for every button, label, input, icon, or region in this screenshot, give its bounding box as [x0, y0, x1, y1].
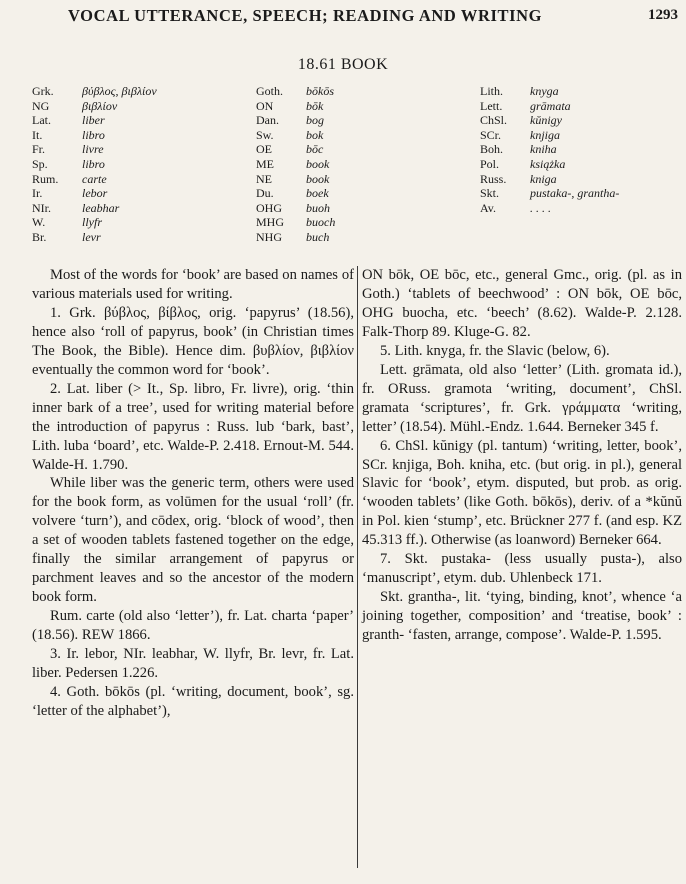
- language-abbrev: NHG: [256, 229, 282, 244]
- lexicon-word: liber: [82, 113, 105, 128]
- lexicon-word: bok: [306, 127, 324, 142]
- lexicon-word: bōk: [306, 98, 324, 113]
- language-abbrev: Dan.: [256, 113, 279, 128]
- lexicon-row: [480, 128, 619, 143]
- lexicon-row: [32, 157, 157, 172]
- language-abbrev: MHG: [256, 215, 285, 230]
- lexicon-word: książka: [530, 156, 566, 171]
- lexicon-word: book: [306, 156, 330, 171]
- lexicon-word: bōc: [306, 142, 324, 157]
- lexicon-word: bog: [306, 113, 324, 128]
- paragraph: While liber was the generic term, others were used for the book form, as volūmen for the usual ‘roll’ (fr. volvere ‘turn’), and cōdex, orig. ‘block of wood’, then a set of wooden tablets fastened together on the edge, finally the similar arrangement of papyrus or parchment leaves and so the ancestor of the modern book form.: [32, 475, 354, 606]
- lexicon-word: βύβλος, βιβλίον: [82, 84, 157, 98]
- language-abbrev: SCr.: [480, 127, 502, 142]
- lexicon-row: [480, 186, 619, 201]
- running-header: [0, 4, 686, 30]
- lexicon-word: libro: [82, 156, 105, 171]
- language-abbrev: ChSl.: [480, 113, 508, 128]
- language-abbrev: It.: [32, 127, 43, 142]
- paragraph: Rum. carte (old also ‘letter’), fr. Lat. charta ‘paper’ (18.56). REW 1866.: [32, 608, 354, 644]
- lexicon-row: [256, 186, 335, 201]
- paragraph: 6. ChSl. kŭnigy (pl. tantum) ‘writing, letter, book’, SCr. knjiga, Boh. kniha, etc. (but orig. in pl.), general Slavic for ‘book’, etym. disputed, but prob. as orig. ‘wooden tablets’ (like Goth. bōkōs), deriv. of a *kŭnŭ in Pol. kien ‘stump’, etc. Brückner 277 f. (and esp. KZ 45.313 ff.). Otherwise (as loanword) Berneker 664.: [362, 437, 682, 549]
- paragraph: 3. Ir. lebor, NIr. leabhar, W. llyfr, Br. levr, fr. Lat. liber. Pedersen 1.226.: [32, 646, 354, 682]
- lexicon-word: book: [306, 171, 330, 186]
- lexicon-word: livre: [82, 142, 104, 157]
- lexicon-row: [32, 113, 157, 128]
- lexicon-row: [256, 215, 335, 230]
- language-abbrev: NIr.: [32, 200, 51, 215]
- lexicon-row: [256, 99, 335, 114]
- lexicon-word: lebor: [82, 186, 108, 201]
- language-abbrev: Pol.: [480, 156, 500, 171]
- language-abbrev: Boh.: [480, 142, 504, 157]
- lexicon-row: [32, 142, 157, 157]
- body-column-right: [362, 266, 682, 645]
- lexicon-word: kŭnigy: [530, 113, 562, 128]
- lexicon-row: [256, 172, 335, 187]
- paragraph: 1. Grk. βύβλος, βίβλος, orig. ‘papyrus’ (18.56), hence also ‘roll of papyrus, book’ (in Christian times The Book, the Bible). Hence dim. βυβλίον, βιβλίον eventually the common word for ‘book’.: [32, 304, 354, 378]
- lexicon-row: [480, 201, 619, 216]
- lexicon-row: [256, 84, 335, 99]
- lexicon-word: llyfr: [82, 215, 102, 230]
- lexicon-row: [256, 157, 335, 172]
- lexicon-row: [480, 84, 619, 99]
- lexicon-column-3: [480, 84, 619, 215]
- paragraph: Most of the words for ‘book’ are based on names of various materials used for writing.: [32, 267, 354, 302]
- lexicon-word: . . . .: [530, 200, 551, 215]
- language-abbrev: Russ.: [480, 171, 507, 186]
- lexicon-row: [480, 172, 619, 187]
- lexicon-column-1: [32, 84, 157, 245]
- lexicon-row: [256, 142, 335, 157]
- column-divider: [357, 266, 358, 868]
- page-number: 1293: [648, 7, 678, 23]
- paragraph: 5. Lith. knyga, fr. the Slavic (below, 6).: [380, 342, 610, 359]
- lexicon-row: [480, 142, 619, 157]
- language-abbrev: Grk.: [32, 84, 54, 98]
- lexicon-row: [480, 113, 619, 128]
- lexicon-word: knyga: [530, 84, 559, 98]
- paragraph: 4. Goth. bōkōs (pl. ‘writing, document, book’, sg. ‘letter of the alphabet’),: [32, 683, 354, 719]
- language-abbrev: Rum.: [32, 171, 59, 186]
- language-abbrev: Av.: [480, 200, 496, 215]
- language-abbrev: Lith.: [480, 84, 503, 98]
- language-abbrev: ON: [256, 98, 274, 113]
- lexicon-row: [256, 128, 335, 143]
- lexicon-word: βιβλίον: [82, 98, 118, 113]
- lexicon-word: bōkōs: [306, 84, 334, 98]
- language-abbrev: Du.: [256, 186, 274, 201]
- body-column-left: [32, 266, 354, 721]
- lexicon-row: [480, 157, 619, 172]
- lexicon-word: buoh: [306, 200, 330, 215]
- paragraph: Skt. grantha-, lit. ‘tying, binding, knot’, whence ‘a joining together, composition’ and ‘treatise, book’ : granth- ‘fasten, arrange, compose’. Walde-P. 1.595.: [362, 589, 682, 644]
- lexicon-row: [32, 84, 157, 99]
- language-abbrev: Ir.: [32, 186, 43, 201]
- lexicon-word: levr: [82, 229, 101, 244]
- lexicon-word: buoch: [306, 215, 336, 230]
- lexicon-word: pustaka-, grantha-: [530, 186, 620, 201]
- language-abbrev: OE: [256, 142, 272, 157]
- language-abbrev: ME: [256, 156, 274, 171]
- language-abbrev: Br.: [32, 229, 47, 244]
- lexicon-word: buch: [306, 229, 330, 244]
- language-abbrev: NG: [32, 98, 50, 113]
- paragraph: 2. Lat. liber (> It., Sp. libro, Fr. livre), orig. ‘thin inner bark of a tree’, used for writing material before the introduction of papyrus : Russ. lub ‘bark, bast’, Lith. luba ‘board’, etc. Walde-P. 2.418. Ernout-M. 544. Walde-H. 1.790.: [32, 380, 354, 473]
- lexicon-row: [32, 172, 157, 187]
- lexicon-word: leabhar: [82, 200, 120, 215]
- lexicon-row: [256, 201, 335, 216]
- lexicon-row: [32, 215, 157, 230]
- language-abbrev: Lat.: [32, 113, 51, 128]
- running-title: VOCAL UTTERANCE, SPEECH; READING AND WRITING: [68, 6, 543, 25]
- language-abbrev: Fr.: [32, 142, 46, 157]
- language-abbrev: Lett.: [480, 98, 503, 113]
- lexicon-row: [32, 230, 157, 245]
- paragraph: Lett. grāmata, old also ‘letter’ (Lith. gromata id.), fr. ORuss. gramota ‘writing, document’, ChSl. gramata ‘scriptures’, fr. Grk. γράμματα ‘writing, letter’ (18.54). Mühl.-Endz. 1.644. Berneker 345 f.: [362, 361, 682, 435]
- language-abbrev: NE: [256, 171, 272, 186]
- lexicon-word: carte: [82, 171, 107, 186]
- language-abbrev: Sw.: [256, 127, 274, 142]
- lexicon-word: knjiga: [530, 127, 560, 142]
- lexicon-column-2: [256, 84, 335, 245]
- lexicon-row: [32, 99, 157, 114]
- lexicon-word: kniha: [530, 142, 557, 157]
- lexicon-word: grāmata: [530, 98, 571, 113]
- lexicon-row: [480, 99, 619, 114]
- section-title: 18.61 BOOK: [297, 56, 389, 73]
- lexicon-word: boek: [306, 186, 329, 201]
- lexicon-row: [32, 201, 157, 216]
- lexicon-row: [32, 186, 157, 201]
- paragraph: ON bōk, OE bōc, etc., general Gmc., orig. (pl. as in Goth.) ‘tablets of beechwood’ : ON bōk, OE bōc, OHG buocha, etc. ‘beech’ (8.62). Walde-P. 2.128. Falk-Thorp 89. Kluge-G. 82.: [362, 267, 682, 340]
- lexicon-row: [256, 113, 335, 128]
- lexicon-word: libro: [82, 127, 105, 142]
- language-abbrev: Skt.: [480, 186, 500, 201]
- language-abbrev: W.: [32, 215, 46, 230]
- language-abbrev: Sp.: [32, 156, 48, 171]
- language-abbrev: OHG: [256, 200, 282, 215]
- language-abbrev: Goth.: [256, 84, 283, 98]
- paragraph: 7. Skt. pustaka- (less usually pusta-), also ‘manuscript’, etym. dub. Uhlenbeck 171.: [362, 551, 682, 587]
- lexicon-row: [256, 230, 335, 245]
- lexicon-word: kniga: [530, 171, 557, 186]
- lexicon-row: [32, 128, 157, 143]
